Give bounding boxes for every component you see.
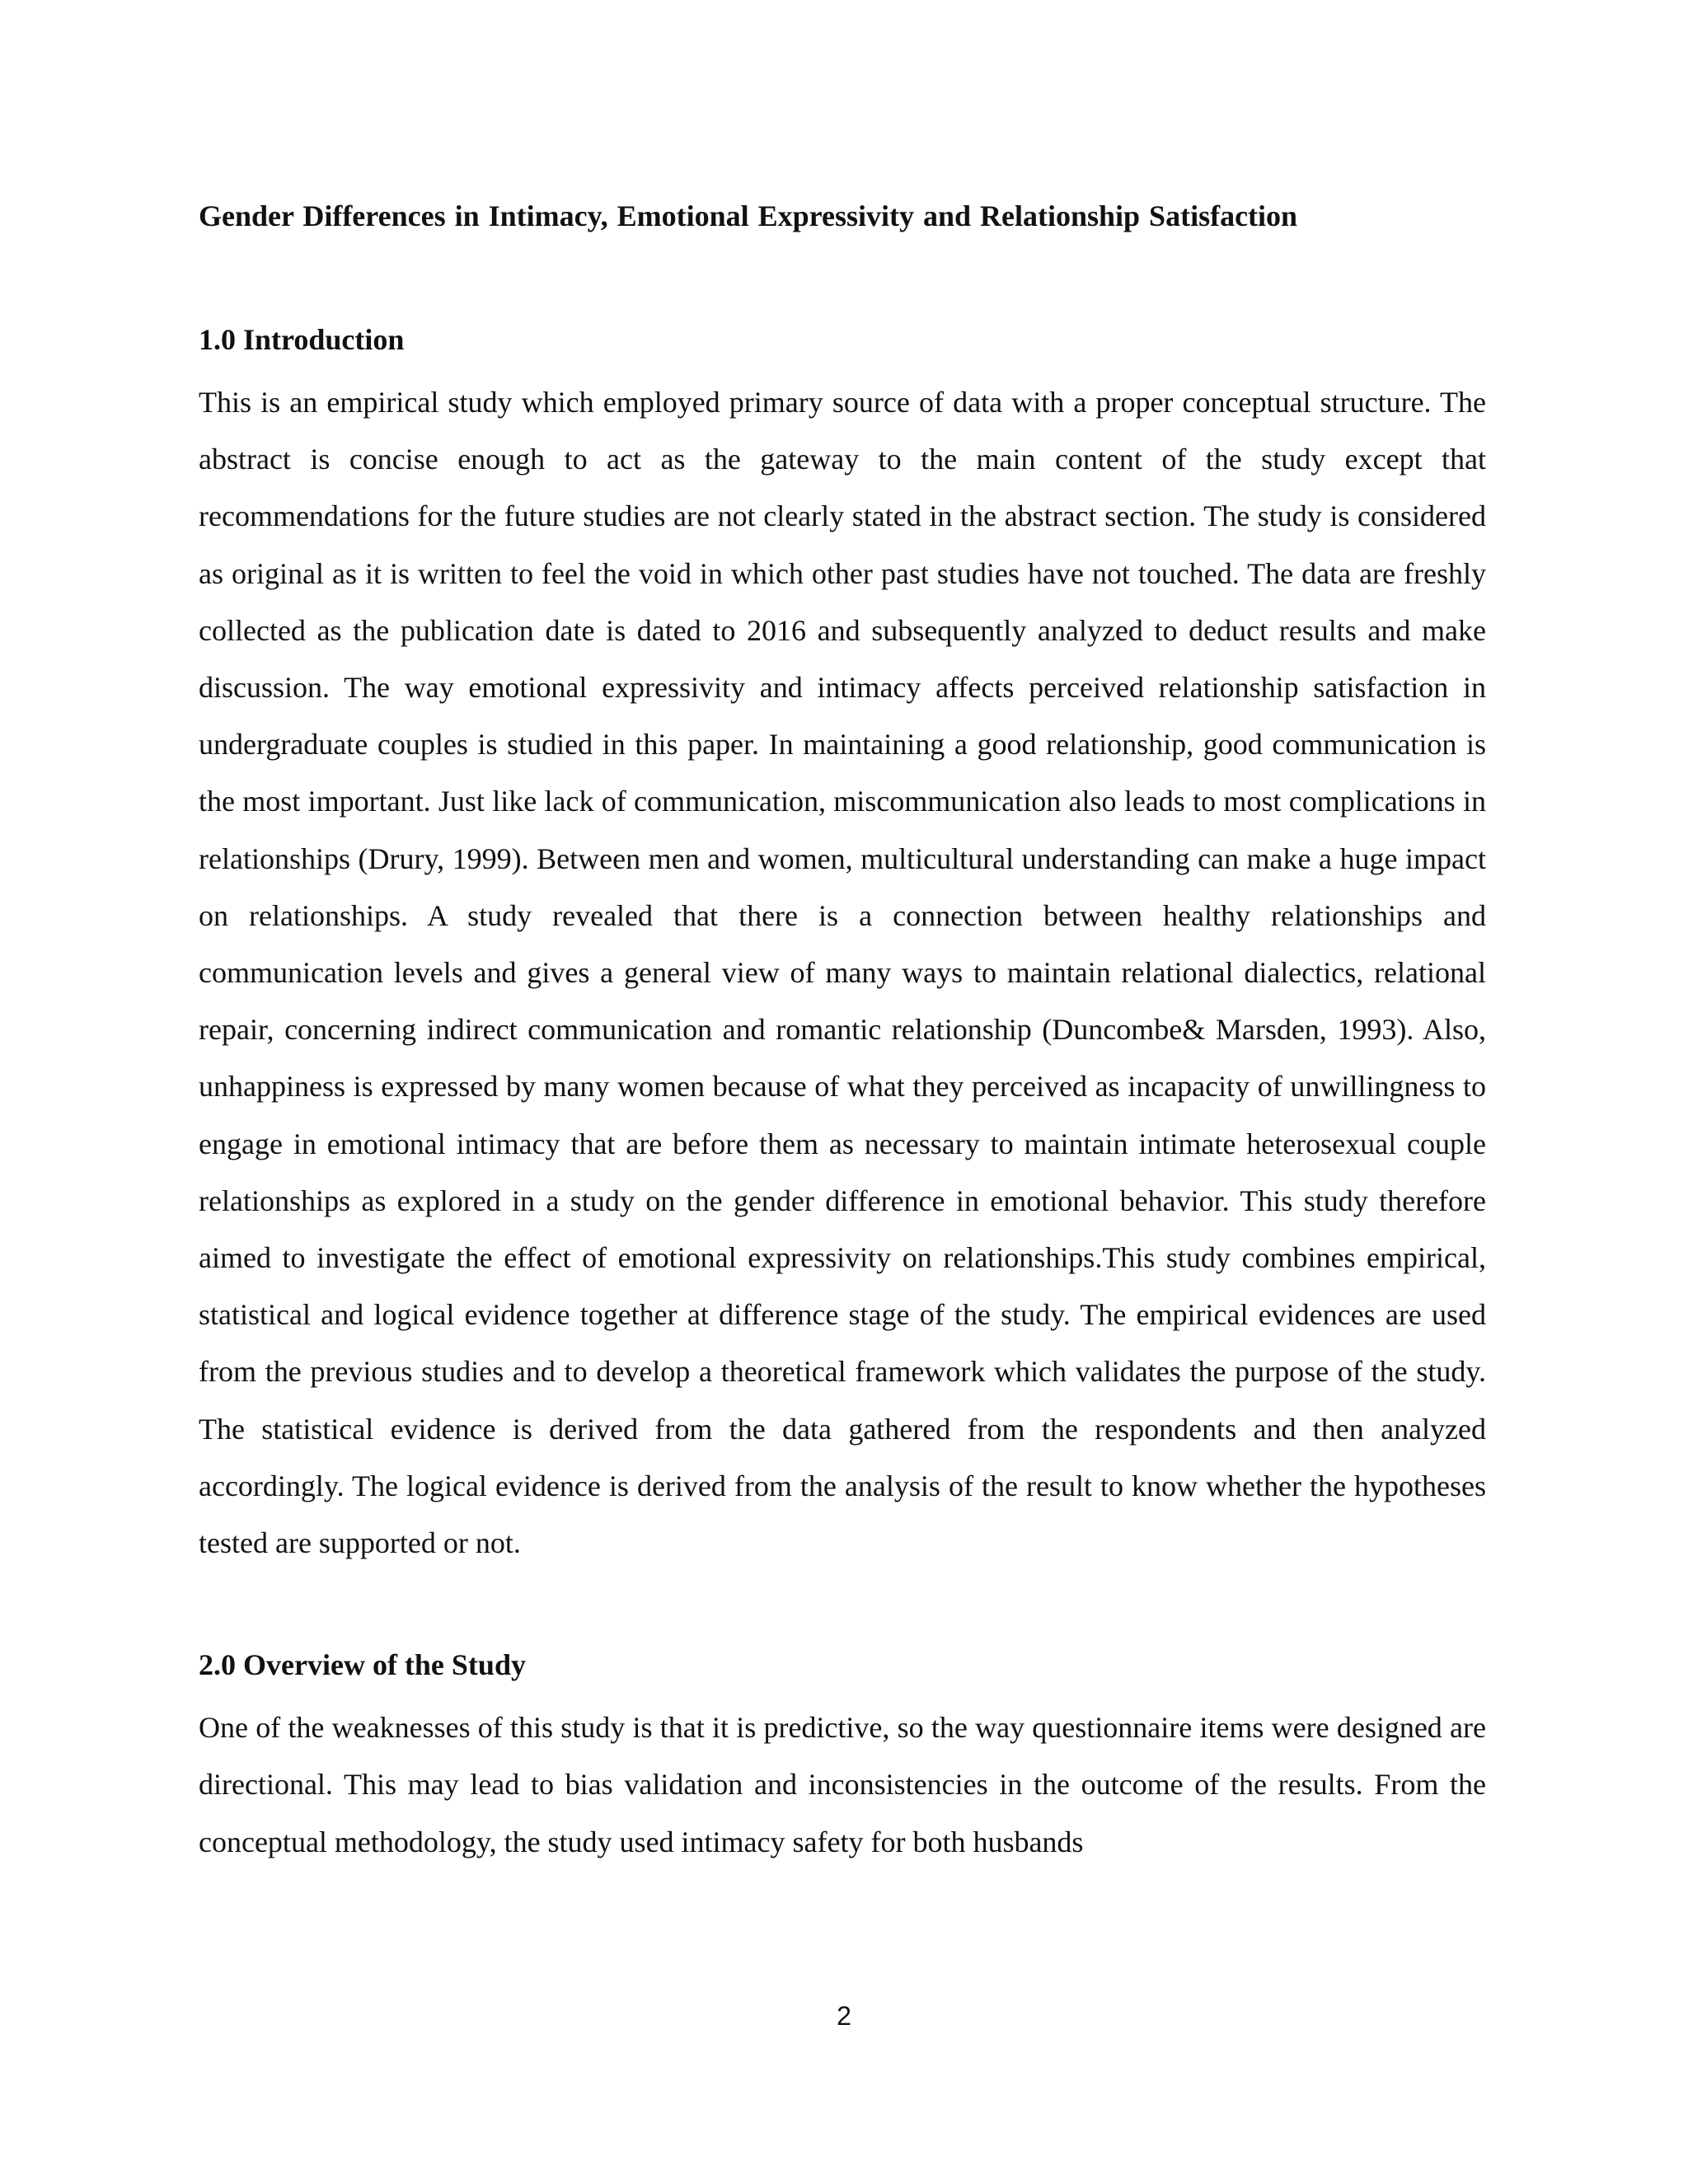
section-body-overview: One of the weaknesses of this study is that it is predictive, so the way questionnaire items were designed are directional. This may lead to bias validation and inconsistencies in the outcome of the results. From the conceptual methodology, the study used intimacy safety for both husbands (199, 1711, 1486, 1858)
page-content (199, 194, 1486, 1871)
section-heading-overview: 2.0 Overview of the Study (199, 1648, 526, 1682)
document-title: Gender Differences in Intimacy, Emotional Expressivity and Relationship Satisfaction (199, 199, 1298, 232)
section-introduction (199, 318, 1486, 1572)
section-heading-introduction: 1.0 Introduction (199, 323, 405, 356)
page-number: 2 (837, 2001, 851, 2031)
section-overview (199, 1643, 1486, 1871)
section-body-introduction: This is an empirical study which employed primary source of data with a proper conceptual structure. The abstract is concise enough to act as the gateway to the main content of the study except that recommendations for the future studies are not clearly stated in the abstract section. The study is considered as original as it is written to feel the void in which other past studies have not touched. The data are freshly collected as the publication date is dated to 2016 and subsequently analyzed to deduct results and make discussion. The way emotional expressivity and intimacy affects perceived relationship satisfaction in undergraduate couples is studied in this paper. In maintaining a good relationship, good communication is the most important. Just like lack of communication, miscommunication also leads to most complications in relationships (Drury, 1999). Between men and women, multicultural understanding can make a huge impact on relationships. A study revealed that there is a connection between healthy relationships and communication levels and gives a general view of many ways to maintain relational dialectics, relational repair, concerning indirect communication and romantic relationship (Duncombe& Marsden, 1993). Also, unhappiness is expressed by many women because of what they perceived as incapacity of unwillingness to engage in emotional intimacy that are before them as necessary to maintain intimate heterosexual couple relationships as explored in a study on the gender difference in emotional behavior. This study therefore aimed to investigate the effect of emotional expressivity on relationships.This study combines empirical, statistical and logical evidence together at difference stage of the study. The empirical evidences are used from the previous studies and to develop a theoretical framework which validates the purpose of the study. The statistical evidence is derived from the data gathered from the respondents and then analyzed accordingly. The logical evidence is derived from the analysis of the result to know whether the hypotheses tested are supported or not. (199, 386, 1486, 1560)
